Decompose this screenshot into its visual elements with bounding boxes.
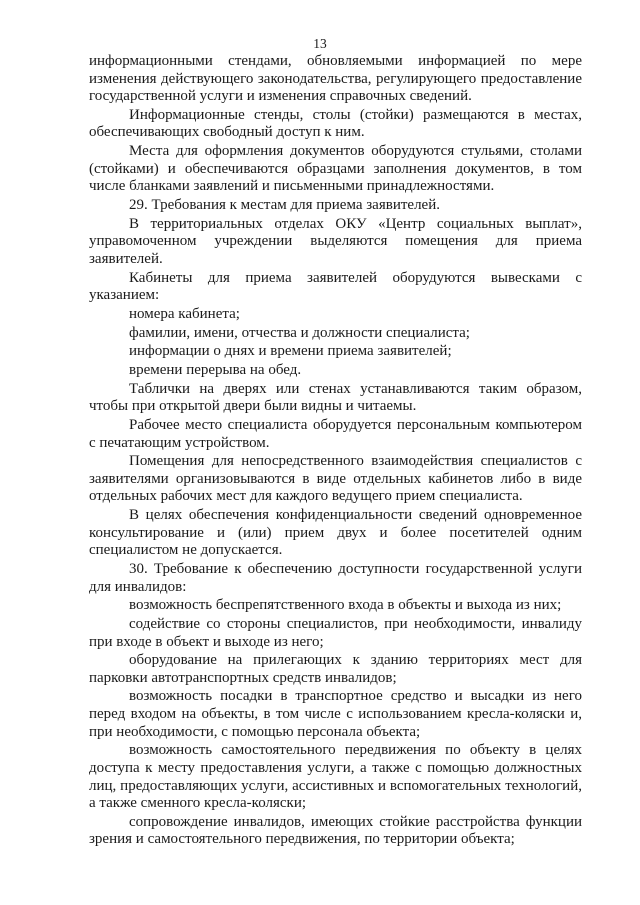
list-item: номера кабинета;	[129, 305, 240, 322]
paragraph: 30. Требование к обеспечению доступности государственной услуги для инвалидов:	[89, 560, 582, 595]
paragraph: сопровождение инвалидов, имеющих стойкие расстройства функции зрения и самостоятельного передвижения, по территории объекта;	[89, 813, 582, 848]
paragraph: Кабинеты для приема заявителей оборудуются вывесками с указанием:	[89, 269, 582, 304]
list-item: информации о днях и времени приема заявителей;	[129, 343, 452, 360]
paragraph: содействие со стороны специалистов, при необходимости, инвалиду при входе в объект и выходе из него;	[89, 615, 582, 650]
paragraph: возможность самостоятельного передвижения по объекту в целях доступа к месту предоставления услуги, а также с помощью должностных лиц, предоставляющих услуги, ассистивных и вспомогательных технологий, а также сменного кресла-коляски;	[89, 742, 582, 812]
paragraph: Помещения для непосредственного взаимодействия специалистов с заявителями организовываются в виде отдельных кабинетов либо в виде отдельных рабочих мест для каждого ведущего прием специалиста.	[89, 453, 582, 505]
page-number: 13	[313, 36, 327, 51]
paragraph: информационными стендами, обновляемыми информацией по мере изменения действующего законодательства, регулирующего предоставление государственной услуги и изменения справочных сведений.	[89, 53, 582, 105]
paragraph: оборудование на прилегающих к зданию территориях мест для парковки автотранспортных средств инвалидов;	[89, 652, 582, 686]
paragraph: Таблички на дверях или стенах устанавливаются таким образом, чтобы при открытой двери были видны и читаемы.	[89, 380, 582, 415]
paragraph: 29. Требования к местам для приема заявителей.	[129, 197, 440, 214]
paragraph: В территориальных отделах ОКУ «Центр социальных выплат», управомоченном учреждении выделяются помещения для приема заявителей.	[89, 215, 582, 267]
paragraph: Информационные стенды, столы (стойки) размещаются в местах, обеспечивающих свободный доступ к ним.	[89, 106, 582, 141]
paragraph: Места для оформления документов оборудуются стульями, столами (стойками) и обеспечиваются образцами заполнения документов, в том числе бланками заявлений и письменными принадлежностями.	[89, 143, 582, 195]
paragraph: В целях обеспечения конфиденциальности сведений одновременное консультирование и (или) прием двух и более посетителей одним специалистом не допускается.	[89, 507, 582, 559]
paragraph: возможность посадки в транспортное средство и высадки из него перед входом на объекты, в том числе с использованием кресла-коляски и, при необходимости, с помощью персонала объекта;	[89, 688, 582, 740]
paragraph: Рабочее место специалиста оборудуется персональным компьютером с печатающим устройством.	[89, 416, 582, 451]
document-body	[89, 53, 582, 850]
list-item: фамилии, имени, отчества и должности специалиста;	[129, 324, 470, 341]
list-item: времени перерыва на обед.	[129, 361, 302, 378]
list-item: возможность беспрепятственного входа в объекты и выхода из них;	[129, 597, 562, 614]
